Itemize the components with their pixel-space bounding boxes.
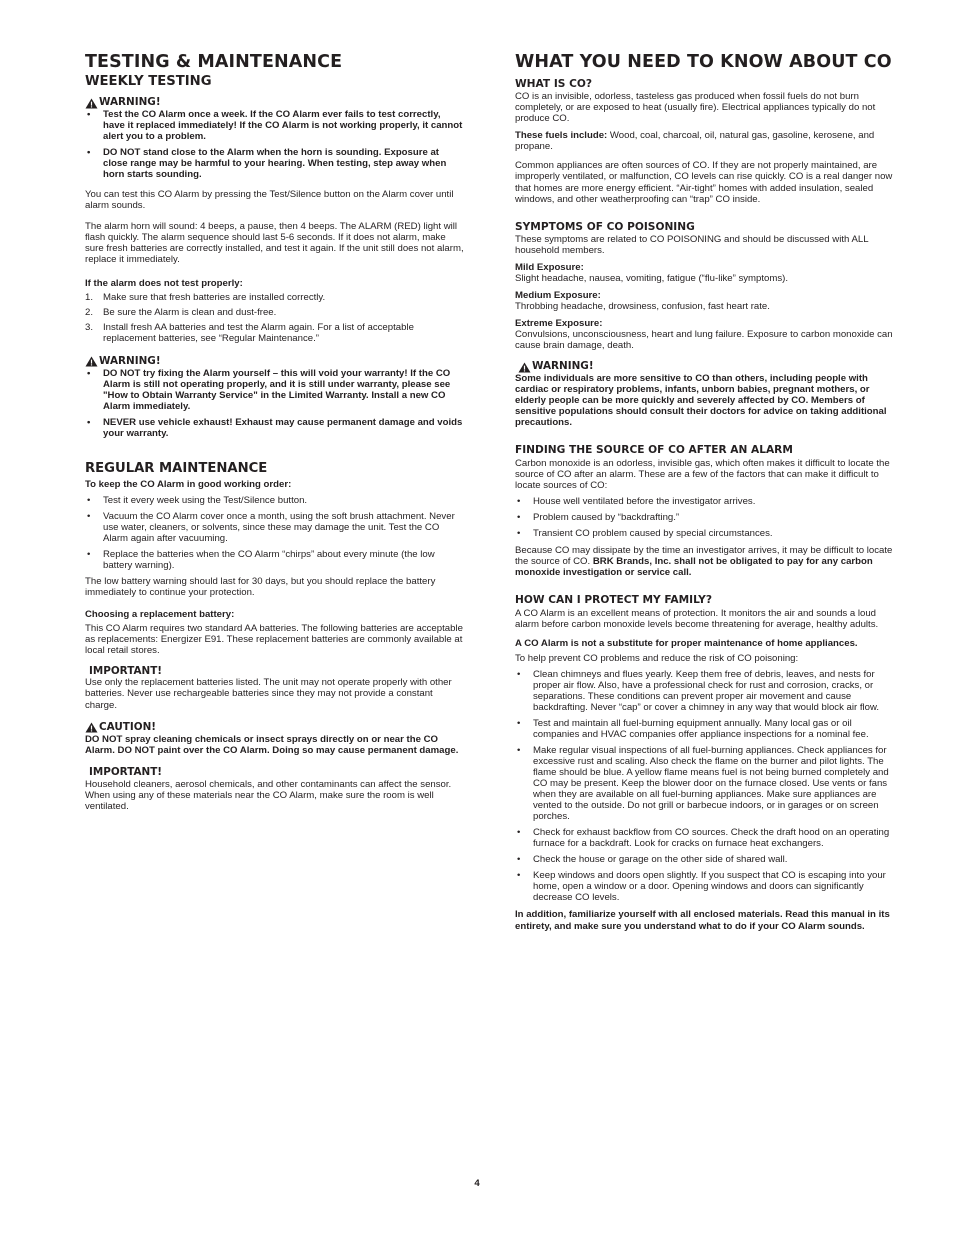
- page-title-co: WHAT YOU NEED TO KNOW ABOUT CO: [515, 52, 892, 72]
- warning-triangle-icon: [85, 98, 98, 109]
- mild-label: Mild Exposure:: [515, 261, 584, 273]
- list-item: 3. Install fresh AA batteries and test the Alarm again. For a list of acceptable replacement batteries, see “Regular Maintenance.”: [85, 321, 414, 344]
- test-paragraph-1: You can test this CO Alarm by pressing the Test/Silence button on the Alarm cover until alarm sounds.: [85, 189, 454, 212]
- regular-intro: To keep the CO Alarm in good working order:: [85, 479, 292, 491]
- warning-list-1: [85, 109, 465, 180]
- caution-heading: [85, 722, 465, 734]
- list-item: 2. Be sure the Alarm is clean and dust-free.: [85, 306, 277, 318]
- list-item: • Clean chimneys and flues yearly. Keep them free of debris, leaves, and nests for proper air flow. Also, have a professional check for rust and corrosion, cracks, or separations. These conditions can prevent proper air movement and cause backdrafting. Never “cap” or cover a chimney in any way that would block air flow.: [515, 669, 898, 713]
- list-item: • Check the house or garage on the other side of shared wall.: [515, 854, 898, 865]
- list-item: • Keep windows and doors open slightly. If you suspect that CO is escaping into your home, open a window or a door. Opening windows and doors can significantly decrease CO levels.: [515, 870, 898, 903]
- page-number: 4: [474, 1178, 480, 1189]
- warning-label: WARNING!: [532, 360, 594, 373]
- choosing-heading: Choosing a replacement battery:: [85, 609, 235, 621]
- protect-paragraph: A CO Alarm is an excellent means of protection. It monitors the air and sounds a loud alarm before carbon monoxide levels become threatening for average, healthy adults.: [515, 607, 879, 630]
- no-obligation-text: BRK Brands, Inc. shall not be obligated to pay for any carbon monoxide investigation or service call.: [515, 555, 873, 578]
- dissipate-paragraph: Because CO may dissipate by the time an investigator arrives, it may be difficult to locate the source of CO. BRK Brands, Inc. shall not be obligated to pay for any carbon monoxide investigation or service call.: [515, 544, 893, 578]
- closing-paragraph: In addition, familiarize yourself with all enclosed materials. Read this manual in its entirety, and make sure you understand what to do if your CO Alarm sounds.: [515, 909, 890, 932]
- symptoms-intro: These symptoms are related to CO POISONING and should be discussed with ALL household members.: [515, 233, 869, 256]
- list-item: • Make regular visual inspections of all fuel-burning appliances. Check appliances for excessive rust and scaling. Also check the flame on the burner and pilot lights. The flame should be blue. A yellow flame means fuel is not being burned completely and CO may be present. Keep the blower door on the furnace closed. Use vents or fans when they are available on all fuel-burning appliances. Make sure appliances are vented to the outside. Do not grill or barbecue indoors, or in garages or on screen porches.: [515, 745, 898, 822]
- right-column: [515, 52, 898, 932]
- finding-paragraph: Carbon monoxide is an odorless, invisible gas, which often makes it difficult to locate the source of CO after an alarm. These are a few of the factors that can make it difficult to locate sources of CO:: [515, 458, 890, 492]
- list-item: • Replace the batteries when the CO Alarm “chirps” about every minute (the low battery warning).: [85, 549, 465, 571]
- regular-list: [85, 495, 465, 571]
- important-heading-1: IMPORTANT!: [89, 664, 163, 677]
- list-item: • DO NOT stand close to the Alarm when the horn is sounding. Exposure at close range may be harmful to your hearing. When testing, step away when horn starts sounding.: [85, 147, 465, 180]
- medium-text: Throbbing headache, drowsiness, confusion, fast heart rate.: [515, 300, 770, 312]
- caution-triangle-icon: [85, 722, 98, 733]
- caution-paragraph: DO NOT spray cleaning chemicals or insect sprays directly on or near the CO Alarm. DO NOT paint over the CO Alarm. Doing so may cause permanent damage.: [85, 733, 459, 756]
- extreme-label: Extreme Exposure:: [515, 317, 603, 329]
- not-substitute-paragraph: A CO Alarm is not a substitute for proper maintenance of home appliances.: [515, 637, 858, 649]
- list-item: • Test and maintain all fuel-burning equipment annually. Many local gas or oil companies and HVAC companies offer appliance inspections for a nominal fee.: [515, 718, 898, 740]
- important-paragraph-1: Use only the replacement batteries listed. The unit may not operate properly with other batteries. Never use rechargeable batteries since they may not provide a constant charge.: [85, 677, 452, 711]
- list-item: • Test it every week using the Test/Silence button.: [85, 495, 465, 506]
- heading-protect-family: HOW CAN I PROTECT MY FAMILY?: [515, 593, 713, 606]
- warning-heading-1: [85, 97, 465, 109]
- medium-label: Medium Exposure:: [515, 289, 601, 301]
- list-item: • Test the CO Alarm once a week. If the CO Alarm ever fails to test correctly, have it replaced immediately! If the CO Alarm is not working properly, it cannot alert you to a problem.: [85, 109, 465, 142]
- list-item: • NEVER use vehicle exhaust! Exhaust may cause permanent damage and voids your warranty.: [85, 417, 465, 439]
- not-test-heading: If the alarm does not test properly:: [85, 277, 243, 289]
- important-paragraph-2: Household cleaners, aerosol chemicals, and other contaminants can affect the sensor. When using any of these materials near the CO Alarm, make sure the room is well ventilated.: [85, 778, 452, 812]
- common-appliances-paragraph: Common appliances are often sources of CO. If they are not properly maintained, are improperly ventilated, or malfunction, CO levels can rise quickly. CO is a real danger now that homes are more energy efficient. “Air-tight” homes with added insulation, sealed windows, and other weatherproofing can “trap” CO inside.: [515, 160, 893, 205]
- heading-weekly-testing: WEEKLY TESTING: [85, 74, 212, 90]
- list-item: • DO NOT try fixing the Alarm yourself – this will void your warranty! If the CO Alarm is still not operating properly, and it is still under warranty, please see "How to Obtain Warranty Service" in the Limited Warranty. Install a new CO Alarm immediately.: [85, 368, 465, 412]
- battery-life-paragraph: The low battery warning should last for 30 days, but you should replace the battery immediately to continue your protection.: [85, 576, 436, 599]
- warning-label: WARNING!: [99, 96, 161, 109]
- list-item: • Transient CO problem caused by special circumstances.: [515, 528, 898, 539]
- prevent-intro: To help prevent CO problems and reduce the risk of CO poisoning:: [515, 652, 799, 664]
- warning-list-2: [85, 368, 465, 439]
- important-heading-2: IMPORTANT!: [89, 765, 163, 778]
- test-paragraph-2: The alarm horn will sound: 4 beeps, a pause, then 4 beeps. The ALARM (RED) light will flash quickly. The alarm sequence should last 5-6 seconds. If it does not alarm, make sure fresh batteries are correctly installed, and test it again. If the unit still does not alarm, replace it immediately.: [85, 220, 464, 265]
- mild-text: Slight headache, nausea, vomiting, fatigue (“flu-like” symptoms).: [515, 272, 789, 284]
- caution-label: CAUTION!: [99, 720, 157, 733]
- sensitive-warning-paragraph: Some individuals are more sensitive to CO than others, including people with cardiac or respiratory problems, infants, unborn babies, pregnant mothers, or elderly people can be more quickly and severely affected by CO. Members of sensitive populations should consult their doctors for advice on taking additional precautions.: [515, 372, 887, 429]
- fuels-paragraph: These fuels include: Wood, coal, charcoal, oil, natural gas, gasoline, kerosene, and propane.: [515, 130, 875, 153]
- heading-symptoms: SYMPTOMS OF CO POISONING: [515, 220, 695, 233]
- list-item: 1. Make sure that fresh batteries are installed correctly.: [85, 291, 326, 303]
- left-column: [85, 52, 465, 812]
- fuels-label: These fuels include:: [515, 130, 608, 142]
- warning-label: WARNING!: [99, 354, 161, 367]
- list-item: • Problem caused by “backdrafting.”: [515, 512, 898, 523]
- warning-triangle-icon: [85, 356, 98, 367]
- list-item: • House well ventilated before the investigator arrives.: [515, 496, 898, 507]
- heading-what-is-co: WHAT IS CO?: [515, 78, 593, 91]
- prevent-list: [515, 669, 898, 904]
- finding-list: [515, 496, 898, 539]
- not-test-steps: [85, 292, 465, 344]
- warning-heading-2: [85, 356, 465, 368]
- choosing-paragraph: This CO Alarm requires two standard AA batteries. The following batteries are acceptable as replacements: Energizer E91. These replacement batteries are commonly available at local retail stores.: [85, 623, 463, 657]
- list-item: • Vacuum the CO Alarm cover once a month, using the soft brush attachment. Never use water, cleaners, or solvents, since these may damage the unit. Test the CO Alarm again after vacuuming.: [85, 511, 465, 544]
- extreme-text: Convulsions, unconsciousness, heart and lung failure. Exposure to carbon monoxide can cause brain damage, death.: [515, 328, 893, 351]
- list-item: • Check for exhaust backflow from CO sources. Check the draft hood on an operating furnace for a backdraft. Look for cracks on furnace heat exchangers.: [515, 827, 898, 849]
- what-is-co-paragraph: CO is an invisible, odorless, tasteless gas produced when fossil fuels do not burn completely, or are exposed to heat (usually fire). Electrical appliances typically do not produce CO.: [515, 91, 876, 125]
- page-title-testing: TESTING & MAINTENANCE: [85, 52, 343, 72]
- heading-regular-maintenance: REGULAR MAINTENANCE: [85, 460, 268, 476]
- heading-finding-source: FINDING THE SOURCE OF CO AFTER AN ALARM: [515, 444, 793, 457]
- warning-heading-3: [515, 361, 898, 373]
- warning-triangle-icon: [518, 362, 531, 373]
